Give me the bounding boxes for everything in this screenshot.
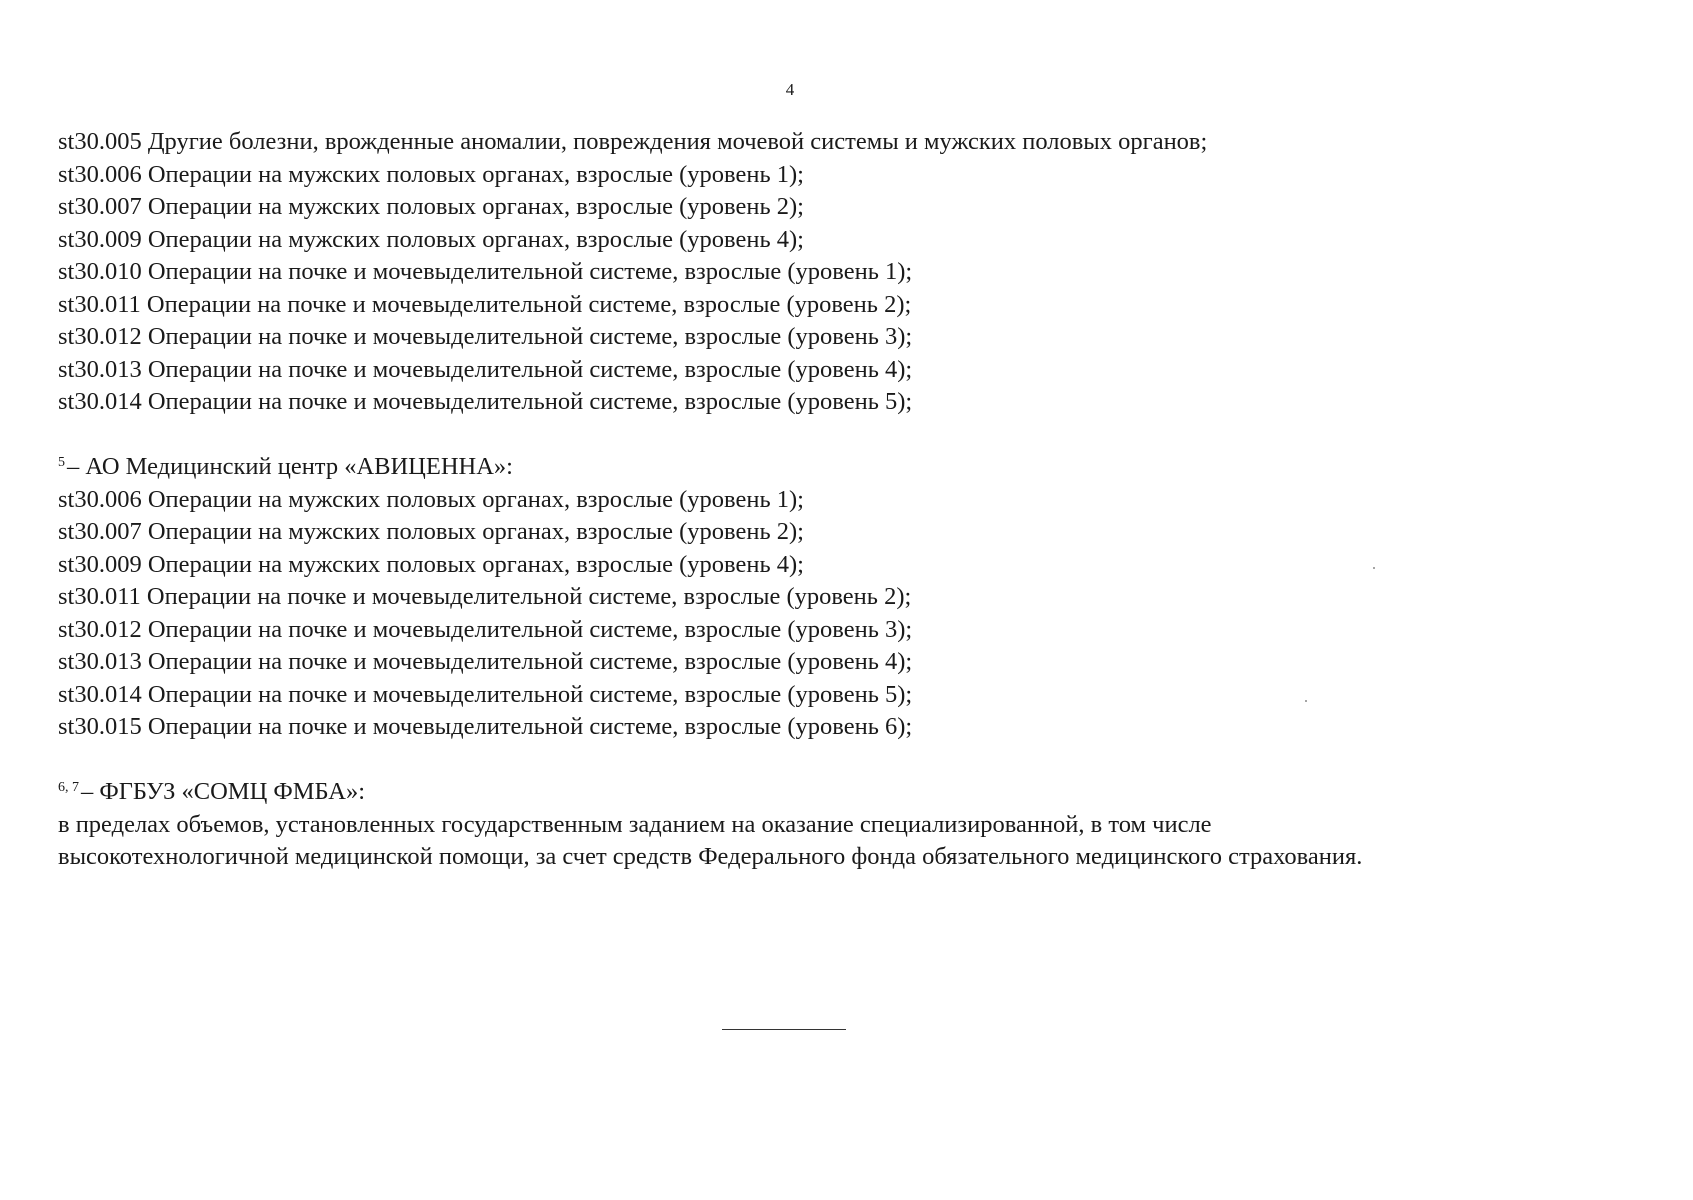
section-urology-list-1 (58, 126, 1458, 419)
section-fmba (58, 776, 1458, 874)
section-heading (58, 776, 1458, 809)
list-item: st30.010 Операции на почке и мочевыделительной системе, взрослые (уровень 1); (58, 258, 913, 285)
list-item: st30.014 Операции на почке и мочевыделительной системе, взрослые (уровень 5); (58, 388, 913, 415)
section-heading-text: – ФГБУЗ «СОМЦ ФМБА»: (81, 778, 366, 805)
list-item: st30.009 Операции на мужских половых органах, взрослые (уровень 4); (58, 550, 804, 578)
end-divider-line (722, 1029, 846, 1030)
spacer (58, 419, 1458, 452)
list-item: st30.006 Операции на мужских половых органах, взрослые (уровень 1); (58, 160, 804, 188)
list-item: st30.006 Операции на мужских половых органах, взрослые (уровень 1); (58, 485, 804, 513)
list-item: st30.007 Операции на мужских половых органах, взрослые (уровень 2); (58, 193, 804, 220)
list-item: st30.009 Операции на мужских половых органах, взрослые (уровень 4); (58, 225, 804, 253)
section-paragraph: в пределах объемов, установленных государственным заданием на оказание специализированной, в том числе высокотехнологичной медицинской помощи, за счет средств Федерального фонда обязательного медицинского страхования. (58, 810, 1363, 870)
section-heading-text: – АО Медицинский центр «АВИЦЕННА»: (67, 453, 513, 480)
scan-speck (1305, 700, 1307, 702)
list-item: st30.011 Операции на почке и мочевыделительной системе, взрослые (уровень 2); (58, 290, 912, 318)
list-item: st30.011 Операции на почке и мочевыделительной системе, взрослые (уровень 2); (58, 583, 912, 610)
list-item: st30.015 Операции на почке и мочевыделительной системе, взрослые (уровень 6); (58, 713, 913, 740)
footnote-marker: 6, 7 (58, 780, 79, 795)
section-heading (58, 451, 1458, 484)
section-avicenna (58, 451, 1458, 744)
scan-speck (1373, 567, 1375, 569)
list-item: st30.012 Операции на почке и мочевыделительной системе, взрослые (уровень 3); (58, 323, 913, 350)
footnote-marker: 5 (58, 455, 65, 470)
document-body (58, 126, 1458, 874)
list-item: st30.005 Другие болезни, врожденные аномалии, повреждения мочевой системы и мужских половых органов; (58, 128, 1208, 155)
list-item: st30.013 Операции на почке и мочевыделительной системе, взрослые (уровень 4); (58, 355, 913, 383)
spacer (58, 744, 1458, 777)
list-item: st30.012 Операции на почке и мочевыделительной системе, взрослые (уровень 3); (58, 615, 913, 643)
list-item: st30.014 Операции на почке и мочевыделительной системе, взрослые (уровень 5); (58, 680, 913, 708)
list-item: st30.013 Операции на почке и мочевыделительной системе, взрослые (уровень 4); (58, 648, 913, 675)
list-item: st30.007 Операции на мужских половых органах, взрослые (уровень 2); (58, 518, 804, 545)
page-number: 4 (785, 80, 795, 99)
